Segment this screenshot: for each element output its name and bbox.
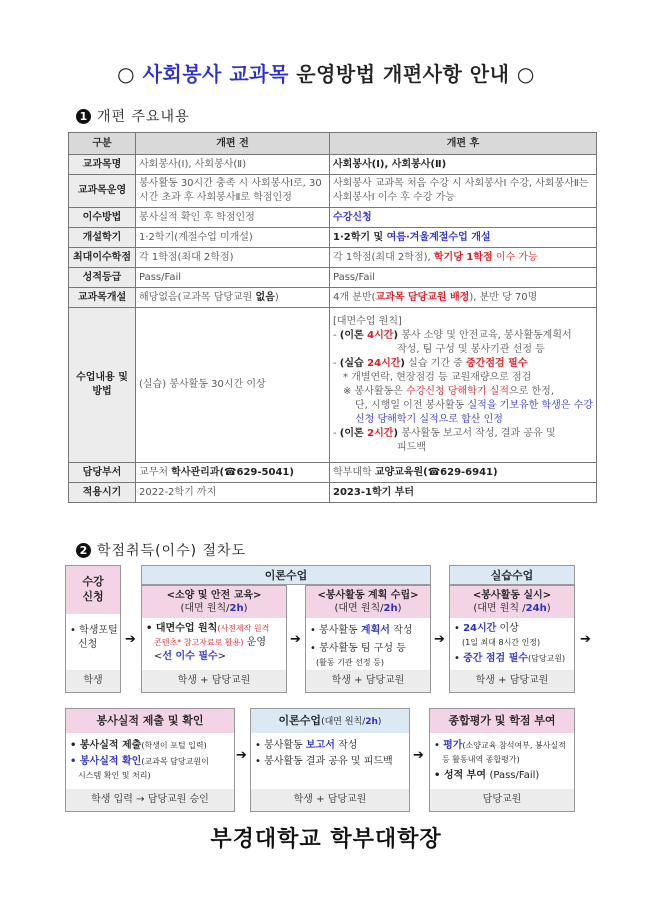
issuer-signature: 부경대학교 학부대학장 xyxy=(210,827,442,852)
flow-step-theory-feedback: 이론수업(대면 원칙/2h) • 봉사활동 보고서 작성 • 봉사활동 결과 공유 및 피드백 학생 + 담당교원 xyxy=(250,708,410,812)
theory-class-header: 이론수업 xyxy=(141,565,431,585)
section-heading-2: 2 학점취득(이수) 절차도 xyxy=(76,540,246,560)
header-category: 구분 xyxy=(69,133,136,155)
flow-step-safety-education: <소양 및 안전 교육> (대면 원칙/2h) • 대면수업 원칙(사전제작 원격 콘텐츠* 참고자료로 활용) 운영 <선 이수 필수> 학생 + 담당교원 xyxy=(141,585,287,693)
comparison-table xyxy=(68,132,597,503)
table-row: 이수방법 봉사실적 확인 후 학점인정 수강신청 xyxy=(69,208,597,228)
table-row: 적용시기 2022-2학기 까지 2023-1학기 부터 xyxy=(69,483,597,503)
table-row: 교과목운영 봉사활동 30시간 충족 시 사회봉사Ⅰ로, 30시간 초과 후 사회봉사Ⅱ로 학점인정 사회봉사 교과목 처음 수강 시 사회봉사Ⅰ 수강, 사회봉사Ⅱ는 사회봉사Ⅰ 이수 후 수강 가능 xyxy=(69,175,597,208)
header-after: 개편 후 xyxy=(330,133,597,155)
flow-step-record-submission: 봉사실적 제출 및 확인 • 봉사실적 제출(학생이 포털 입력) • 봉사실적 확인(교과목 담당교원이 시스템 확인 및 처리) 학생 입력 → 담당교원 승인 xyxy=(65,708,235,812)
table-row: 수업내용 및 방법 (실습) 봉사활동 30시간 이상 [대면수업 원칙] - (이론 4시간) 봉사 소양 및 안전교육, 봉사활동계획서 작성, 팀 구성 및 봉사기관 선정 등 - (실습 24시간) 실습 기간 중 중간점검 필수 * 개별연락, 현장점검 등 교원재량으로 점검 ※ 봉사활동은 수강신청 당해학기 실적으로 한정, 단, 시행일 이전 봉사활동 실적을 기보유한 학생은 수강신청 당해학기 실적으로 합산 인정 - (이론 2시간) 봉사활동 보고서 작성, 결과 공유 및 피드백 xyxy=(69,308,597,463)
flow-step-final-grading: 종합평가 및 학점 부여 • 평가(소양교육 참석여부, 봉사실적 등 활동내역 종합평가) • 성적 부여 (Pass/Fail) 담당교원 xyxy=(429,708,575,812)
page-title: ○ 사회봉사 교과목 운영방법 개편사항 안내 ○ xyxy=(117,62,535,86)
arrow-right-icon: ➔ xyxy=(290,632,301,647)
table-row: 성적등급 Pass/Fail Pass/Fail xyxy=(69,268,597,288)
flow-step-registration: 수강 신청 • 학생포털 신청 학생 xyxy=(65,565,121,693)
arrow-right-icon: ➔ xyxy=(434,632,445,647)
section-heading-1: 1 개편 주요내용 xyxy=(76,106,190,126)
flow-step-activity-execution: <봉사활동 실시> (대면 원칙 /24h) • 24시간 이상 (1일 최대 8시간 인정) • 중간 점검 필수(담당교원) 학생 + 담당교원 xyxy=(449,585,575,693)
table-row: 담당부서 교무처 학사관리과(☎629-5041) 학부대학 교양교육원(☎629-6941) xyxy=(69,463,597,483)
number-badge-icon: 1 xyxy=(76,109,91,124)
arrow-right-icon: ➔ xyxy=(580,632,591,647)
arrow-right-icon: ➔ xyxy=(413,748,424,763)
arrow-right-icon: ➔ xyxy=(125,632,136,647)
table-row: 교과목명 사회봉사(Ⅰ), 사회봉사(Ⅱ) 사회봉사(Ⅰ), 사회봉사(Ⅱ) xyxy=(69,155,597,175)
header-before: 개편 전 xyxy=(136,133,330,155)
table-row: 교과목개설 해당없음(교과목 담당교원 없음) 4개 분반(교과목 담당교원 배정), 분반 당 70명 xyxy=(69,288,597,308)
table-row: 개설학기 1·2학기(계절수업 미개설) 1·2학기 및 여름·겨울계절수업 개설 xyxy=(69,228,597,248)
arrow-right-icon: ➔ xyxy=(236,748,247,763)
table-row: 최대이수학점 각 1학점(최대 2학점) 각 1학점(최대 2학점), 학기당 1학점 이수 가능 xyxy=(69,248,597,268)
practice-class-header: 실습수업 xyxy=(449,565,575,585)
flow-step-activity-plan: <봉사활동 계획 수립> (대면 원칙/2h) • 봉사활동 계획서 작성 • 봉사활동 팀 구성 등 (활동 기관 선정 등) 학생 + 담당교원 xyxy=(305,585,431,693)
table-header-row xyxy=(69,133,597,155)
number-badge-icon: 2 xyxy=(76,543,91,558)
